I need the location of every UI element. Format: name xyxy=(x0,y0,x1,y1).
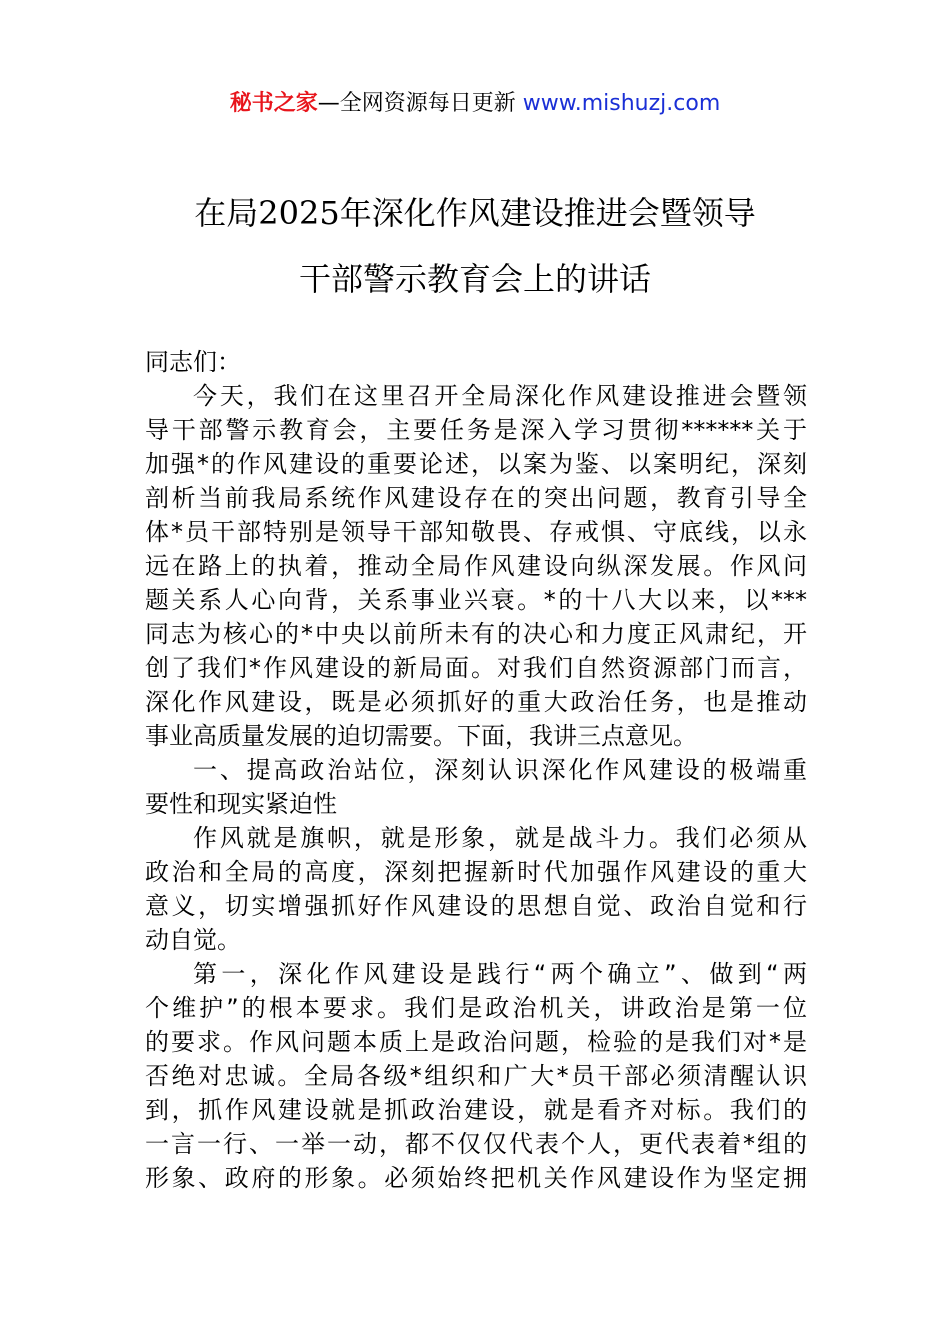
paragraph-line: 作风就是旗帜，就是形象，就是战斗力。我们必须从 xyxy=(193,824,807,852)
paragraph-first-point xyxy=(145,957,807,1195)
header-tagline: —全网资源每日更新 xyxy=(317,91,516,116)
paragraph-line: 动自觉。 xyxy=(145,926,241,954)
paragraph-line: 第一，深化作风建设是践行“两个确立”、做到“两 xyxy=(193,960,807,988)
heading-line: 一、提高政治站位，深刻认识深化作风建设的极端重 xyxy=(193,756,807,784)
paragraph-line: 的要求。作风问题本质上是政治问题，检验的是我们对*是 xyxy=(145,1028,807,1056)
salutation xyxy=(145,345,807,379)
paragraph-intro xyxy=(145,379,807,753)
paragraph-line: 导干部警示教育会，主要任务是深入学习贯彻******关于 xyxy=(145,416,807,444)
paragraph-line: 一言一行、一举一动，都不仅仅代表个人，更代表着*组的 xyxy=(145,1130,807,1158)
paragraph-line: 政治和全局的高度，深刻把握新时代加强作风建设的重大 xyxy=(145,858,807,886)
paragraph-line: 意义，切实增强抓好作风建设的思想自觉、政治自觉和行 xyxy=(145,892,807,920)
paragraph-line: 题关系人心向背，关系事业兴衰。*的十八大以来，以*** xyxy=(145,586,807,614)
section-heading-1 xyxy=(145,753,807,821)
paragraph-line: 个维护”的根本要求。我们是政治机关，讲政治是第一位 xyxy=(145,994,807,1022)
paragraph-line: 体*员干部特别是领导干部知敬畏、存戒惧、守底线，以永 xyxy=(145,518,807,546)
paragraph-line: 到，抓作风建设就是抓政治建设，就是看齐对标。我们的 xyxy=(145,1096,807,1124)
paragraph-line: 今天，我们在这里召开全局深化作风建设推进会暨领 xyxy=(193,382,807,410)
title-line-1: 在局2025年深化作风建设推进会暨领导 xyxy=(194,194,756,232)
brand-name: 秘书之家 xyxy=(229,91,318,116)
heading-line: 要性和现实紧迫性 xyxy=(145,790,337,818)
title-line-2: 干部警示教育会上的讲话 xyxy=(298,260,651,298)
site-url-link[interactable]: www.mishuzj.com xyxy=(522,91,721,116)
site-header-banner xyxy=(0,88,950,120)
paragraph-line: 剖析当前我局系统作风建设存在的突出问题，教育引导全 xyxy=(145,484,807,512)
paragraph-line: 否绝对忠诚。全局各级*组织和广大*员干部必须清醒认识 xyxy=(145,1062,807,1090)
paragraph-line: 加强*的作风建设的重要论述，以案为鉴、以案明纪，深刻 xyxy=(145,450,807,478)
document-title xyxy=(100,180,850,312)
paragraph-line: 形象、政府的形象。必须始终把机关作风建设作为坚定拥 xyxy=(145,1164,807,1192)
paragraph-line: 事业高质量发展的迫切需要。下面，我讲三点意见。 xyxy=(145,722,697,750)
paragraph-line: 同志为核心的*中央以前所未有的决心和力度正风肃纪，开 xyxy=(145,620,807,648)
document-body xyxy=(145,345,807,1195)
paragraph-line: 创了我们*作风建设的新局面。对我们自然资源部门而言， xyxy=(145,654,807,682)
paragraph-line: 远在路上的执着，推动全局作风建设向纵深发展。作风问 xyxy=(145,552,807,580)
paragraph-style-banner xyxy=(145,821,807,957)
salutation-text: 同志们： xyxy=(145,348,241,376)
paragraph-line: 深化作风建设，既是必须抓好的重大政治任务，也是推动 xyxy=(145,688,807,716)
